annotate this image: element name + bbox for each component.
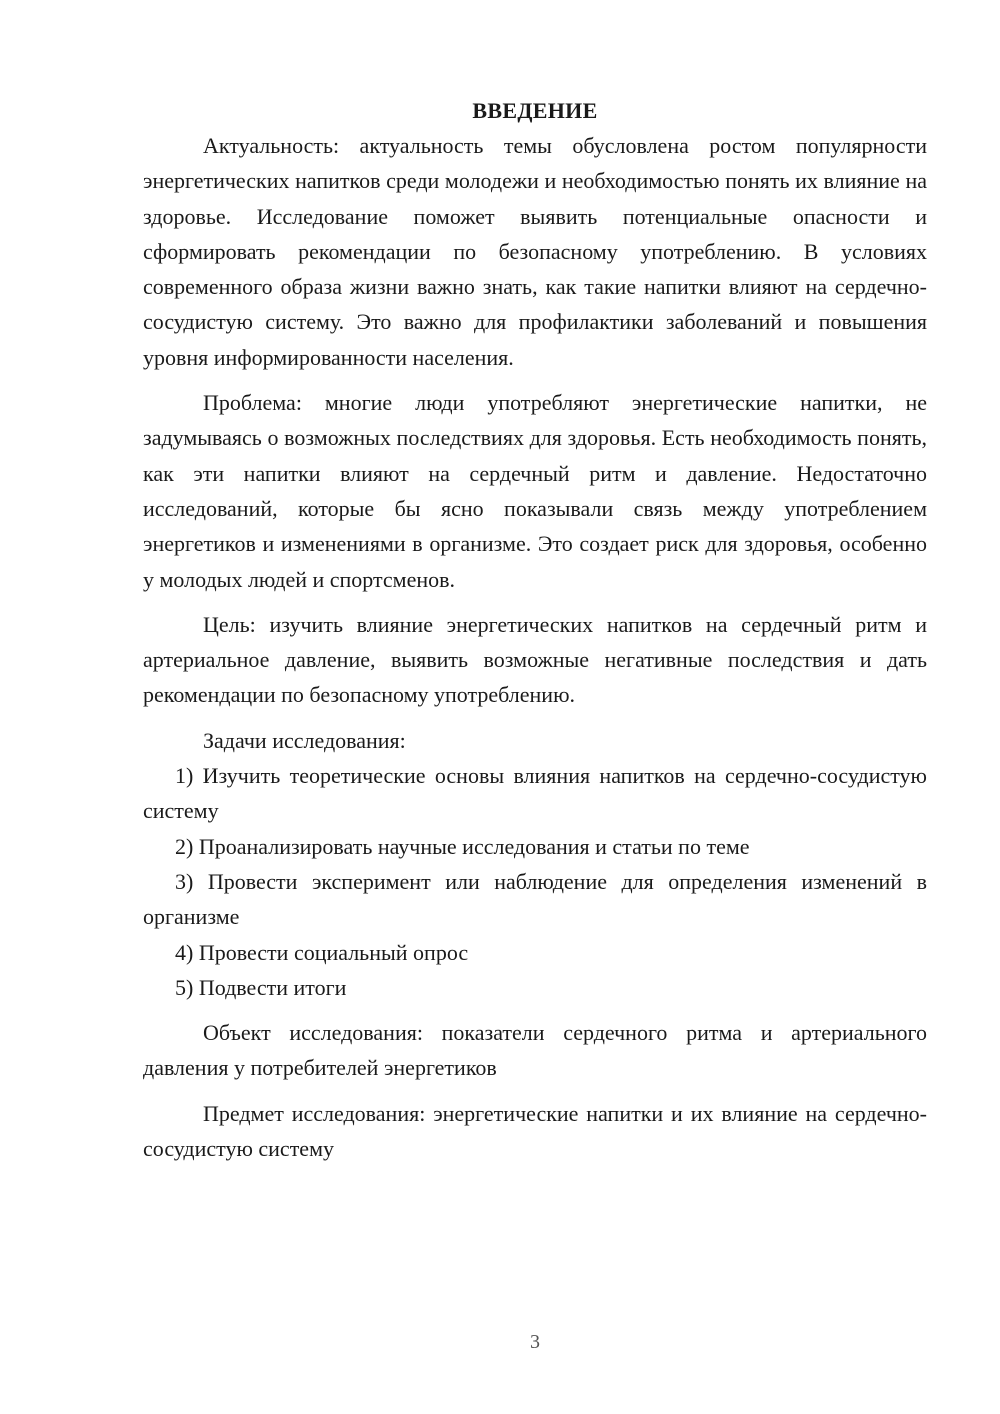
paragraph-goal: Цель: изучить влияние энергетических напитков на сердечный ритм и артериальное давление, выявить возможные негативные последствия и дать рекомендации по безопасному употреблению.: [143, 611, 927, 708]
list-item: 2) Проанализировать научные исследования и статьи по теме: [175, 833, 750, 859]
paragraph-problem: Проблема: многие люди употребляют энергетические напитки, не задумываясь о возможных последствиях для здоровья. Есть необходимость понять, как эти напитки влияют на сердечный ритм и давление. Недостаточно исследований, которые бы ясно показывали связь между употреблением энергетиков и изменениями в организме. Это создает риск для здоровья, особенно у молодых людей и спортсменов.: [143, 390, 927, 592]
page-title: ВВЕДЕНИЕ: [472, 98, 598, 123]
list-item: 3) Провести эксперимент или наблюдение для определения изменений в организме: [143, 868, 927, 930]
paragraph-subject: Предмет исследования: энергетические напитки и их влияние на сердечно-сосудистую систему: [143, 1100, 927, 1162]
list-item: 1) Изучить теоретические основы влияния напитков на сердечно-сосудистую систему: [143, 763, 927, 824]
paragraph-relevance: Актуальность: актуальность темы обусловлена ростом популярности энергетических напитков среди молодежи и необходимостью понять их влияние на здоровье. Исследование поможет выявить потенциальные опасности и сформировать рекомендации по безопасному употреблению. В условиях современного образа жизни важно знать, как такие напитки влияют на сердечно-сосудистую систему. Это важно для профилактики заболеваний и повышения уровня информированности населения.: [143, 133, 927, 370]
task-list: [143, 758, 927, 1005]
page-number: 3: [530, 1331, 540, 1353]
paragraph-object: Объект исследования: показатели сердечного ритма и артериального давления у потребителей энергетиков: [143, 1020, 927, 1081]
paragraph-tasks-heading: Задачи исследования:: [203, 727, 406, 753]
document-body: [143, 93, 927, 1166]
list-item: 5) Подвести итоги: [175, 974, 347, 1000]
list-item: 4) Провести социальный опрос: [175, 939, 469, 965]
